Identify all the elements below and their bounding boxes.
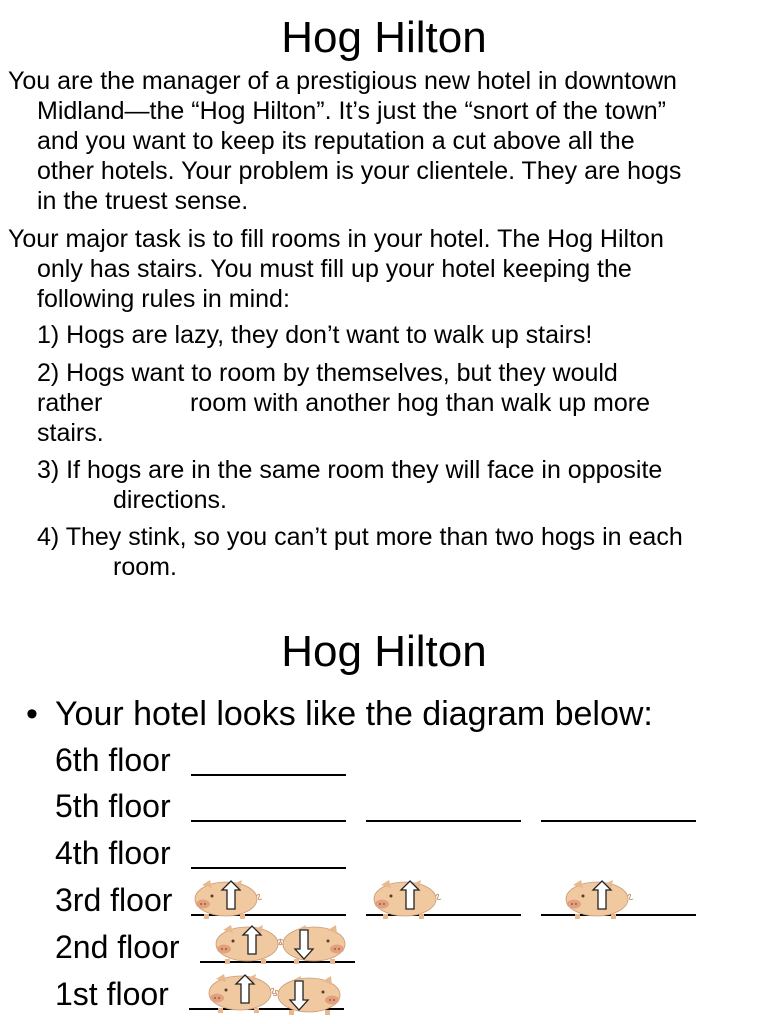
pig-up-icon [204, 970, 278, 1016]
intro-line-1: You are the manager of a prestigious new hotel in downtown [8, 67, 677, 95]
room-line-4-1 [191, 867, 346, 869]
pig-down-icon [273, 972, 347, 1018]
room-line-5-2 [366, 820, 521, 822]
floor-5-label: 5th floor [55, 788, 171, 824]
slide1-title: Hog Hilton [281, 13, 487, 62]
rule-3-line-1: 3) If hogs are in the same room they will face in opposite [37, 456, 663, 484]
bullet-dot: • [26, 695, 38, 733]
task-line-2: only has stairs. You must fill up your hotel keeping the [37, 255, 632, 283]
task-line-3: following rules in mind: [37, 285, 290, 313]
rule-4-line-2: room. [113, 553, 177, 581]
rule-2-line-1: 2) Hogs want to room by themselves, but they would [37, 359, 618, 387]
slide2-title: Hog Hilton [281, 627, 487, 676]
pig-up-icon [561, 876, 635, 922]
floor-1-label: 1st floor [55, 976, 169, 1012]
pig-up-icon [369, 876, 443, 922]
floor-2-label: 2nd floor [55, 929, 180, 965]
room-line-5-3 [541, 820, 696, 822]
floor-6-label: 6th floor [55, 742, 171, 778]
intro-line-5: in the truest sense. [37, 187, 249, 215]
rule-2-line-3: stairs. [37, 419, 104, 447]
pig-up-icon [211, 921, 285, 967]
intro-line-3: and you want to keep its reputation a cut above all the [37, 127, 635, 155]
rule-2-line-2a: rather [37, 389, 103, 417]
room-line-6-1 [191, 774, 346, 776]
floor-4-label: 4th floor [55, 835, 171, 871]
pig-up-icon [190, 876, 264, 922]
pig-down-icon [278, 921, 352, 967]
rule-2-line-2b: room with another hog than walk up more [190, 389, 650, 417]
bullet-text: Your hotel looks like the diagram below: [55, 695, 653, 733]
rule-3-line-2: directions. [113, 486, 227, 514]
task-line-1: Your major task is to fill rooms in your hotel. The Hog Hilton [8, 225, 664, 253]
intro-line-4: other hotels. Your problem is your clientele. They are hogs [37, 157, 682, 185]
rule-4-line-1: 4) They stink, so you can’t put more than two hogs in each [37, 523, 683, 551]
intro-line-2: Midland—the “Hog Hilton”. It’s just the “snort of the town” [37, 97, 666, 125]
floor-3-label: 3rd floor [55, 882, 173, 918]
room-line-5-1 [191, 820, 346, 822]
rule-1: 1) Hogs are lazy, they don’t want to walk up stairs! [37, 321, 593, 349]
